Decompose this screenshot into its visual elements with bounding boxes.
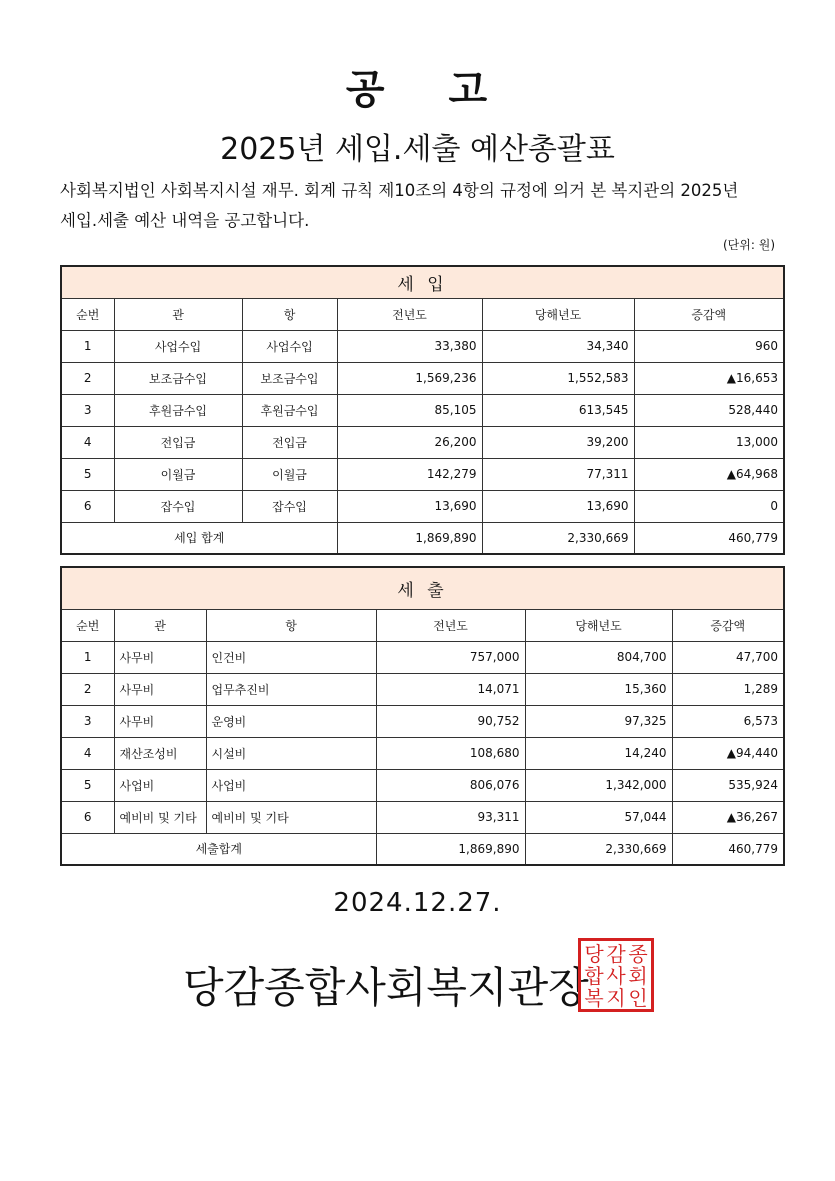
income-row bbox=[61, 362, 784, 394]
intro-paragraph bbox=[60, 176, 780, 236]
row-current-year: 77,311 bbox=[482, 458, 634, 490]
seal-char: 지 bbox=[606, 986, 626, 1010]
row-gwan: 예비비 및 기타 bbox=[114, 801, 206, 833]
income-total-row bbox=[61, 522, 784, 554]
expense-row bbox=[61, 641, 784, 673]
income-total-curr: 2,330,669 bbox=[482, 522, 634, 554]
row-number: 3 bbox=[61, 705, 114, 737]
col-header-hang: 항 bbox=[242, 298, 337, 330]
row-gwan: 사업수입 bbox=[114, 330, 242, 362]
row-number: 4 bbox=[61, 737, 114, 769]
row-difference: 13,000 bbox=[634, 426, 784, 458]
row-current-year: 1,342,000 bbox=[525, 769, 672, 801]
row-number: 6 bbox=[61, 801, 114, 833]
row-gwan: 사무비 bbox=[114, 641, 206, 673]
row-difference: 528,440 bbox=[634, 394, 784, 426]
seal-char: 복 bbox=[584, 986, 604, 1010]
title-char-left: 공 bbox=[345, 67, 387, 113]
row-gwan: 사무비 bbox=[114, 673, 206, 705]
row-hang: 운영비 bbox=[206, 705, 376, 737]
expense-row bbox=[61, 769, 784, 801]
organization-name: 당감종합사회복지관장 bbox=[183, 963, 589, 1012]
row-difference: ▲36,267 bbox=[672, 801, 784, 833]
income-column-headers bbox=[61, 298, 784, 330]
income-row bbox=[61, 490, 784, 522]
income-row bbox=[61, 426, 784, 458]
document-subtitle: 2025년 세입.세출 예산총괄표 bbox=[220, 132, 615, 167]
row-current-year: 804,700 bbox=[525, 641, 672, 673]
income-table bbox=[60, 265, 785, 555]
row-number: 1 bbox=[61, 641, 114, 673]
row-prev-year: 26,200 bbox=[337, 426, 482, 458]
title-char-right: 고 bbox=[448, 67, 490, 113]
row-gwan: 재산조성비 bbox=[114, 737, 206, 769]
row-prev-year: 13,690 bbox=[337, 490, 482, 522]
row-hang: 후원금수입 bbox=[242, 394, 337, 426]
row-gwan: 사무비 bbox=[114, 705, 206, 737]
row-hang: 인건비 bbox=[206, 641, 376, 673]
row-gwan: 후원금수입 bbox=[114, 394, 242, 426]
intro-line-1: 사회복지법인 사회복지시설 재무. 회계 규칙 제10조의 4항의 규정에 의거 본 복지관의 2025년 bbox=[60, 181, 739, 200]
row-current-year: 39,200 bbox=[482, 426, 634, 458]
col-header-no: 순번 bbox=[61, 298, 114, 330]
expense-section-title: 세 출 bbox=[61, 567, 784, 609]
income-total-label: 세입 합계 bbox=[61, 522, 337, 554]
row-gwan: 사업비 bbox=[114, 769, 206, 801]
row-prev-year: 108,680 bbox=[376, 737, 525, 769]
expense-total-diff: 460,779 bbox=[672, 833, 784, 865]
expense-section-header bbox=[61, 567, 784, 609]
row-difference: 47,700 bbox=[672, 641, 784, 673]
seal-char: 당 bbox=[584, 942, 604, 966]
expense-total-curr: 2,330,669 bbox=[525, 833, 672, 865]
income-total-diff: 460,779 bbox=[634, 522, 784, 554]
row-prev-year: 14,071 bbox=[376, 673, 525, 705]
row-number: 5 bbox=[61, 769, 114, 801]
row-current-year: 613,545 bbox=[482, 394, 634, 426]
seal-char: 종 bbox=[628, 942, 648, 966]
row-difference: 6,573 bbox=[672, 705, 784, 737]
row-difference: 960 bbox=[634, 330, 784, 362]
seal-char: 인 bbox=[628, 986, 648, 1010]
row-prev-year: 90,752 bbox=[376, 705, 525, 737]
row-current-year: 14,240 bbox=[525, 737, 672, 769]
income-row bbox=[61, 394, 784, 426]
row-hang: 보조금수입 bbox=[242, 362, 337, 394]
unit-label: (단위: 원) bbox=[723, 238, 775, 252]
row-difference: ▲64,968 bbox=[634, 458, 784, 490]
row-prev-year: 142,279 bbox=[337, 458, 482, 490]
row-prev-year: 33,380 bbox=[337, 330, 482, 362]
seal-char: 사 bbox=[606, 964, 626, 988]
expense-total-prev: 1,869,890 bbox=[376, 833, 525, 865]
row-prev-year: 1,569,236 bbox=[337, 362, 482, 394]
row-hang: 전입금 bbox=[242, 426, 337, 458]
expense-row bbox=[61, 801, 784, 833]
page-title bbox=[0, 58, 835, 115]
col-header-diff: 증감액 bbox=[634, 298, 784, 330]
col-header-no: 순번 bbox=[61, 609, 114, 641]
income-row bbox=[61, 330, 784, 362]
row-hang: 사업비 bbox=[206, 769, 376, 801]
expense-row bbox=[61, 673, 784, 705]
announcement-date: 2024.12.27. bbox=[333, 888, 502, 918]
col-header-curr: 당해년도 bbox=[525, 609, 672, 641]
seal-char: 합 bbox=[584, 964, 604, 988]
row-difference: 0 bbox=[634, 490, 784, 522]
row-number: 6 bbox=[61, 490, 114, 522]
row-difference: 535,924 bbox=[672, 769, 784, 801]
row-current-year: 15,360 bbox=[525, 673, 672, 705]
row-hang: 시설비 bbox=[206, 737, 376, 769]
income-total-prev: 1,869,890 bbox=[337, 522, 482, 554]
row-difference: ▲16,653 bbox=[634, 362, 784, 394]
expense-column-headers bbox=[61, 609, 784, 641]
row-hang: 업무추진비 bbox=[206, 673, 376, 705]
col-header-prev: 전년도 bbox=[337, 298, 482, 330]
col-header-curr: 당해년도 bbox=[482, 298, 634, 330]
row-gwan: 잡수입 bbox=[114, 490, 242, 522]
seal-char: 회 bbox=[628, 964, 648, 988]
income-row bbox=[61, 458, 784, 490]
expense-total-row bbox=[61, 833, 784, 865]
row-hang: 사업수입 bbox=[242, 330, 337, 362]
col-header-diff: 증감액 bbox=[672, 609, 784, 641]
income-section-header bbox=[61, 266, 784, 298]
row-current-year: 1,552,583 bbox=[482, 362, 634, 394]
row-hang: 이월금 bbox=[242, 458, 337, 490]
row-hang: 예비비 및 기타 bbox=[206, 801, 376, 833]
intro-line-2: 세입.세출 예산 내역을 공고합니다. bbox=[60, 211, 310, 230]
row-current-year: 57,044 bbox=[525, 801, 672, 833]
expense-row bbox=[61, 705, 784, 737]
row-number: 1 bbox=[61, 330, 114, 362]
row-prev-year: 85,105 bbox=[337, 394, 482, 426]
row-current-year: 34,340 bbox=[482, 330, 634, 362]
expense-total-label: 세출합계 bbox=[61, 833, 376, 865]
row-number: 2 bbox=[61, 673, 114, 705]
expense-row bbox=[61, 737, 784, 769]
seal-char: 감 bbox=[606, 942, 626, 966]
row-current-year: 97,325 bbox=[525, 705, 672, 737]
expense-table bbox=[60, 566, 785, 866]
row-number: 5 bbox=[61, 458, 114, 490]
row-gwan: 보조금수입 bbox=[114, 362, 242, 394]
row-number: 2 bbox=[61, 362, 114, 394]
row-difference: ▲94,440 bbox=[672, 737, 784, 769]
col-header-prev: 전년도 bbox=[376, 609, 525, 641]
row-number: 3 bbox=[61, 394, 114, 426]
row-difference: 1,289 bbox=[672, 673, 784, 705]
row-gwan: 이월금 bbox=[114, 458, 242, 490]
col-header-hang: 항 bbox=[206, 609, 376, 641]
col-header-gwan: 관 bbox=[114, 609, 206, 641]
income-section-title: 세 입 bbox=[61, 266, 784, 298]
row-prev-year: 757,000 bbox=[376, 641, 525, 673]
row-hang: 잡수입 bbox=[242, 490, 337, 522]
row-gwan: 전입금 bbox=[114, 426, 242, 458]
row-number: 4 bbox=[61, 426, 114, 458]
official-seal bbox=[578, 938, 654, 1012]
row-current-year: 13,690 bbox=[482, 490, 634, 522]
row-prev-year: 93,311 bbox=[376, 801, 525, 833]
col-header-gwan: 관 bbox=[114, 298, 242, 330]
row-prev-year: 806,076 bbox=[376, 769, 525, 801]
